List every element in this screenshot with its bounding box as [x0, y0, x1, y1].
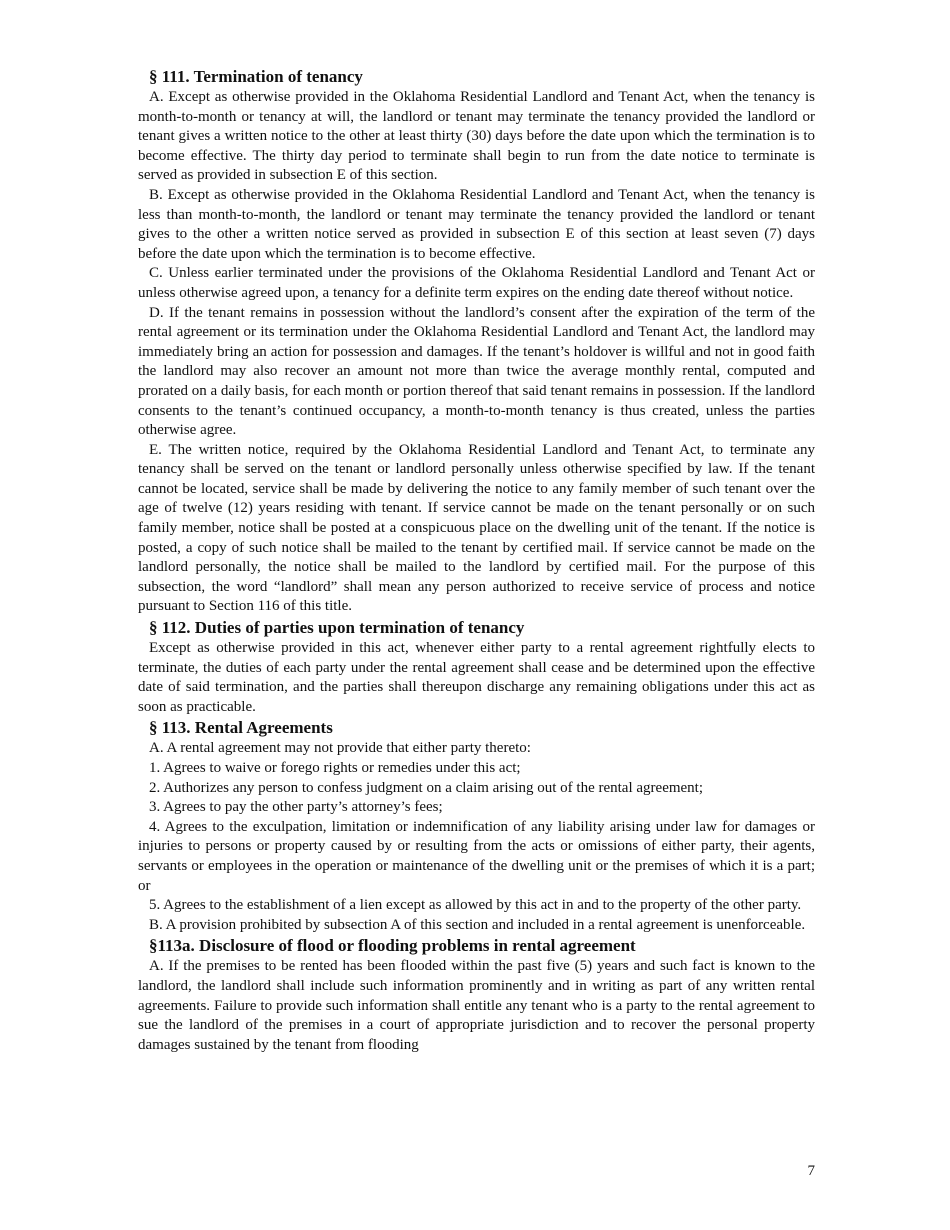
paragraph-111-e: E. The written notice, required by the Oklahoma Residential Landlord and Tenant Act, to terminate any tenancy shall be served on the tenant or landlord personally unless otherwise specified by law. If the tenant cannot be located, service shall be made by delivering the notice to any family member of such tenant over the age of twelve (12) years residing with tenant. If service cannot be made on the tenant personally or on such family member, notice shall be posted at a conspicuous place on the dwelling unit of the tenant. If the notice is posted, a copy of such notice shall be mailed to the tenant by certified mail. If service cannot be made on the landlord personally, the notice shall be mailed to the landlord by certified mail. For the purpose of this subsection, the word “landlord” shall mean any person authorized to receive service of process and notice pursuant to Section 116 of this title. — [138, 441, 815, 615]
paragraph-111-b: B. Except as otherwise provided in the Oklahoma Residential Landlord and Tenant Act, when the tenancy is less than month-to-month, the landlord or tenant may terminate the tenancy provided the landlord or tenant gives to the other a written notice served as provided in subsection E of this section at least seven (7) days before the date upon which the termination is to become effective. — [138, 186, 815, 262]
section-111 — [138, 66, 815, 617]
list-item-113-1: 1. Agrees to waive or forego rights or remedies under this act; — [149, 760, 521, 776]
section-heading-112: § 112. Duties of parties upon termination of tenancy — [149, 618, 525, 638]
page-number: 7 — [807, 1163, 815, 1179]
section-112 — [138, 617, 815, 717]
list-item-113-2: 2. Authorizes any person to confess judgment on a claim arising out of the rental agreement; — [149, 779, 704, 796]
paragraph-111-c: C. Unless earlier terminated under the provisions of the Oklahoma Residential Landlord and Tenant Act or unless otherwise agreed upon, a tenancy for a definite term expires on the ending date thereof without notice. — [138, 265, 815, 301]
list-item-113-3: 3. Agrees to pay the other party’s attorney’s fees; — [149, 799, 443, 816]
section-113 — [138, 717, 815, 935]
paragraph-113a-a: A. If the premises to be rented has been flooded within the past five (5) years and such fact is known to the landlord, the landlord shall include such information prominently and in writing as part of any written rental agreements. Failure to provide such information shall entitle any tenant who is a party to the rental agreement to sue the landlord of the premises in a court of appropriate jurisdiction and to recover the personal property damages sustained by the tenant from flooding — [138, 958, 815, 1053]
paragraph-111-d: D. If the tenant remains in possession without the landlord’s consent after the expiration of the term of the rental agreement or its termination under the Oklahoma Residential Landlord and Tenant Act, the landlord may immediately bring an action for possession and damages. If the tenant’s holdover is willful and not in good faith the landlord may also recover an amount not more than twice the average monthly rental, computed and prorated on a daily basis, for each month or portion thereof that said tenant remains in possession. If the landlord consents to the tenant’s continued occupancy, a month-to-month tenancy is thus created, unless the parties otherwise agree. — [138, 304, 815, 439]
paragraph-112: Except as otherwise provided in this act, whenever either party to a rental agreement rightfully elects to terminate, the duties of each party under the rental agreement shall cease and be determined upon the effective date of said termination, and the parties shall thereupon discharge any remaining obligations under this act as soon as practicable. — [138, 640, 815, 715]
section-113a — [138, 935, 815, 1055]
list-item-113-4: 4. Agrees to the exculpation, limitation or indemnification of any liability arising under law for damages or injuries to persons or property caused by or resulting from the acts or omissions of either party, their agents, servants or employees in the operation or maintenance of the dwelling unit or the premises of which it is a part; or — [138, 818, 815, 894]
section-heading-113: § 113. Rental Agreements — [149, 718, 333, 738]
section-heading-111: § 111. Termination of tenancy — [149, 67, 363, 86]
paragraph-111-a: A. Except as otherwise provided in the Oklahoma Residential Landlord and Tenant Act, when the tenancy is month-to-month or tenancy at will, the landlord or tenant may terminate the tenancy provided the landlord or tenant gives a written notice to the other at least thirty (30) days before the date upon which the termination is to become effective. The thirty day period to terminate shall begin to run from the date notice to terminate is served as provided in subsection E of this section. — [138, 89, 815, 184]
list-item-113-5: 5. Agrees to the establishment of a lien except as allowed by this act in and to the property of the other party. — [149, 897, 802, 914]
paragraph-113-a: A. A rental agreement may not provide that either party thereto: — [149, 740, 531, 757]
section-heading-113a: §113a. Disclosure of flood or flooding problems in rental agreement — [149, 936, 636, 956]
paragraph-113-b: B. A provision prohibited by subsection A of this section and included in a rental agreement is unenforceable. — [149, 916, 806, 933]
document-page — [138, 66, 815, 1055]
